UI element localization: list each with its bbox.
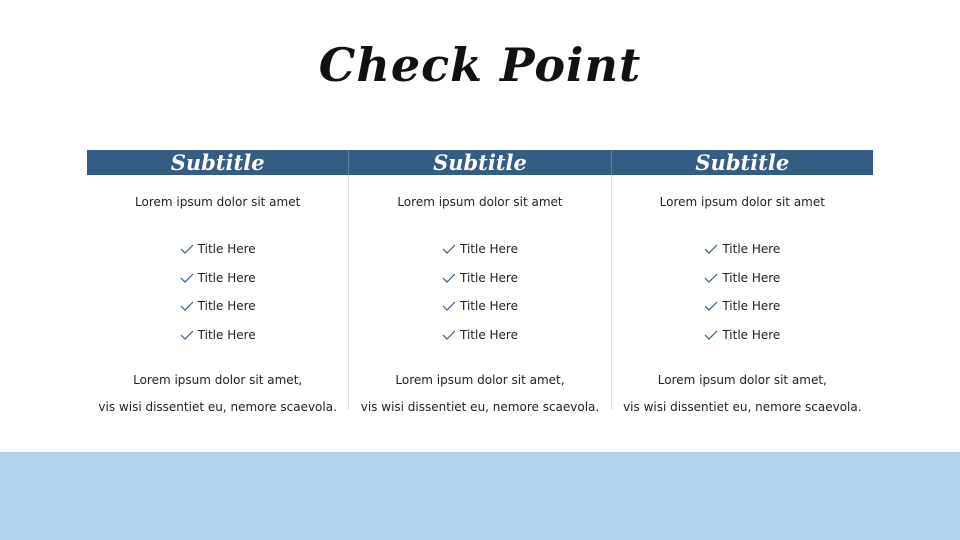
outro-line-1: Lorem ipsum dolor sit amet,	[133, 373, 303, 387]
column-header: Subtitle	[348, 150, 610, 175]
outro-line-1: Lorem ipsum dolor sit amet,	[657, 373, 827, 387]
outro-line-2: vis wisi dissentiet eu, nemore scaevola.	[360, 400, 600, 414]
checklist-item-label: Title Here	[197, 242, 256, 257]
checklist-item	[180, 235, 256, 264]
column-header: Subtitle	[611, 150, 873, 175]
checkmark-icon	[180, 330, 194, 340]
checklist-item	[704, 292, 780, 321]
column-2	[348, 150, 610, 414]
checkmark-icon	[442, 301, 456, 311]
column-outro	[349, 367, 610, 421]
checklist-item-label: Title Here	[722, 242, 781, 257]
slide-title: Check Point	[318, 38, 642, 92]
column-intro: Lorem ipsum dolor sit amet	[659, 195, 825, 209]
checklist-item	[180, 321, 256, 350]
checklist-item	[180, 264, 256, 293]
column-outro	[87, 367, 348, 421]
checkmark-icon	[704, 330, 718, 340]
checklist-item-label: Title Here	[197, 299, 256, 314]
checklist-item-label: Title Here	[459, 270, 518, 285]
checklist-item	[180, 292, 256, 321]
checkmark-icon	[704, 244, 718, 254]
checkmark-icon	[180, 244, 194, 254]
checklist-item	[442, 292, 518, 321]
outro-line-1: Lorem ipsum dolor sit amet,	[395, 373, 565, 387]
comparison-table	[87, 150, 873, 414]
checkmark-icon	[442, 330, 456, 340]
checklist-item	[704, 321, 780, 350]
checkmark-icon	[704, 273, 718, 283]
checklist-item-label: Title Here	[722, 270, 781, 285]
checklist-item-label: Title Here	[197, 327, 256, 342]
footer-band	[0, 452, 960, 540]
checklist-item-label: Title Here	[197, 270, 256, 285]
column-outro	[612, 367, 873, 421]
outro-line-2: vis wisi dissentiet eu, nemore scaevola.	[98, 400, 337, 414]
checklist	[349, 235, 610, 349]
checklist-item	[442, 321, 518, 350]
checkmark-icon	[180, 273, 194, 283]
checklist-item-label: Title Here	[722, 299, 781, 314]
checkmark-icon	[442, 244, 456, 254]
checklist-item-label: Title Here	[459, 327, 518, 342]
checklist	[87, 235, 348, 349]
column-intro: Lorem ipsum dolor sit amet	[135, 195, 301, 209]
checklist-item-label: Title Here	[722, 327, 781, 342]
column-header: Subtitle	[87, 150, 348, 175]
checkmark-icon	[704, 301, 718, 311]
checkmark-icon	[442, 273, 456, 283]
checklist-item-label: Title Here	[459, 299, 518, 314]
column-1	[87, 150, 348, 414]
outro-line-2: vis wisi dissentiet eu, nemore scaevola.	[623, 400, 862, 414]
checklist-item	[442, 235, 518, 264]
checklist-item	[442, 264, 518, 293]
checkmark-icon	[180, 301, 194, 311]
checklist	[612, 235, 873, 349]
column-intro: Lorem ipsum dolor sit amet	[397, 195, 563, 209]
column-3	[611, 150, 873, 414]
checklist-item	[704, 264, 780, 293]
checklist-item-label: Title Here	[459, 242, 518, 257]
checklist-item	[704, 235, 780, 264]
